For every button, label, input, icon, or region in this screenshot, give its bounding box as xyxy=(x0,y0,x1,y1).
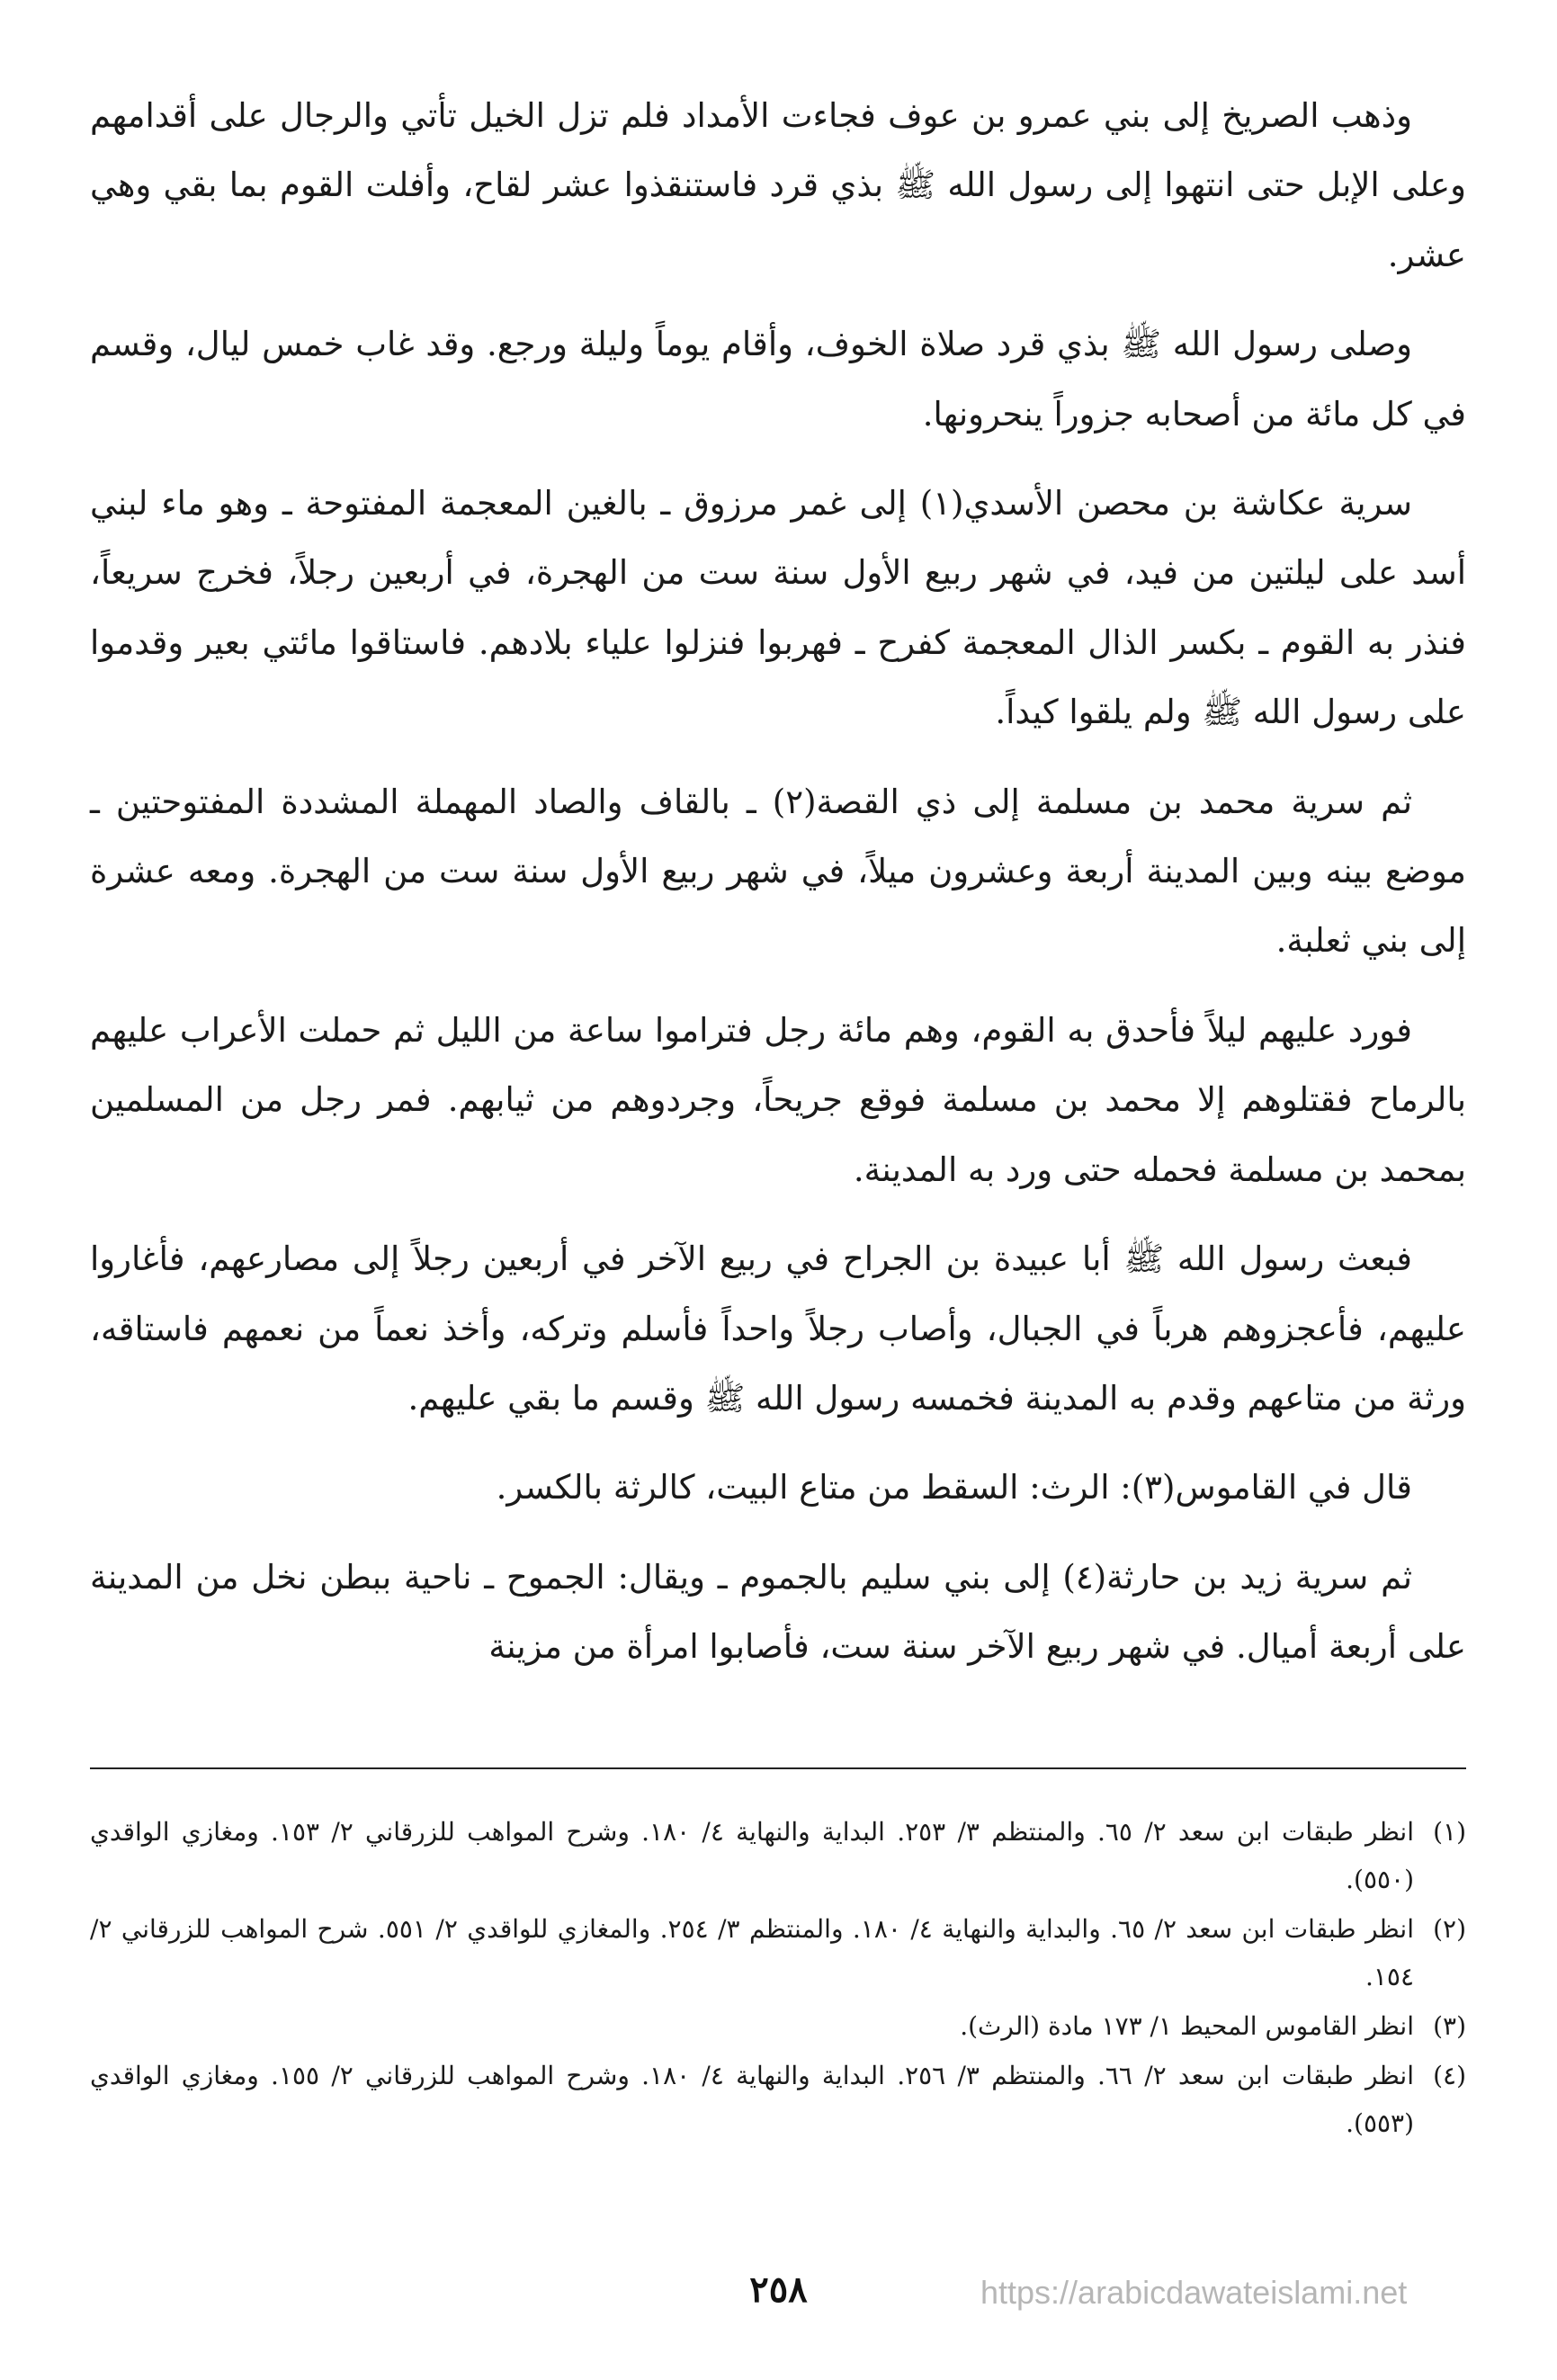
footnote-text: انظر طبقات ابن سعد ٢/ ٦٦. والمنتظم ٣/ ٢٥٦. البداية والنهاية ٤/ ١٨٠. وشرح المواهب للزرقاني ٢/ ١٥٥. ومغازي الواقدي (٥٥٣). xyxy=(90,2061,1415,2138)
footnote-2 xyxy=(90,1905,1466,2000)
body-paragraph-6: فبعث رسول الله ﷺ أبا عبيدة بن الجراح في ربيع الآخر في أربعين رجلاً إلى مصارعهم، فأغاروا عليهم، فأعجزوهم هرباً في الجبال، وأصاب رجلاً واحداً فأسلم وتركه، وأخذ نعماً من نعمهم فاستاقه، ورثة من متاعهم وقدم به المدينة فخمسه رسول الله ﷺ وقسم ما بقي عليهم. xyxy=(90,1239,1466,1418)
footnote-4 xyxy=(90,2052,1466,2147)
footnote-3 xyxy=(90,2002,1466,2050)
body-paragraph-3: سرية عكاشة بن محصن الأسدي(١) إلى غمر مرزوق ـ بالغين المعجمة المفتوحة ـ وهو ماء لبني أسد على ليلتين من فيد، في شهر ربيع الأول سنة ست من الهجرة، في أربعين رجلاً، فخرج سريعاً، فنذر به القوم ـ بكسر الذال المعجمة كفرح ـ فهربوا فنزلوا علياء بلادهم. فاستاقوا مائتي بعير وقدموا على رسول الله ﷺ ولم يلقوا كيداً. xyxy=(90,484,1466,732)
footnotes-section xyxy=(90,1808,1466,2149)
body-paragraph-7: قال في القاموس(٣): الرث: السقط من متاع البيت، كالرثة بالكسر. xyxy=(496,1468,1412,1508)
footnote-divider xyxy=(90,1767,1466,1769)
footnote-number: (٣) xyxy=(1433,2011,1466,2041)
main-text-body xyxy=(90,81,1466,1702)
body-paragraph-5: فورد عليهم ليلاً فأحدق به القوم، وهم مائة رجل فتراموا ساعة من الليل ثم حملت الأعراب عليهم بالرماح فقتلوهم إلا محمد بن مسلمة فوقع جريحاً، وجردوهم من ثيابهم. فمر رجل من المسلمين بمحمد بن مسلمة فحمله حتى ورد به المدينة. xyxy=(90,1010,1466,1189)
body-paragraph-8: ثم سرية زيد بن حارثة(٤) إلى بني سليم بالجموم ـ ويقال: الجموح ـ ناحية ببطن نخل من المدينة على أربعة أميال. في شهر ربيع الآخر سنة ست، فأصابوا امرأة من مزينة xyxy=(90,1557,1466,1667)
body-paragraph-1: وذهب الصريخ إلى بني عمرو بن عوف فجاءت الأمداد فلم تزل الخيل تأتي والرجال على أقدامهم وعلى الإبل حتى انتهوا إلى رسول الله ﷺ بذي قرد فاستنقذوا عشر لقاح، وأفلت القوم بما بقي وهي عشر. xyxy=(90,96,1466,274)
footnote-1 xyxy=(90,1808,1466,1903)
footnote-text: انظر طبقات ابن سعد ٢/ ٦٥. والبداية والنهاية ٤/ ١٨٠. والمنتظم ٣/ ٢٥٤. والمغازي للواقدي ٢/ ٥٥١. شرح المواهب للزرقاني ٢/ ١٥٤. xyxy=(90,1914,1414,1991)
footnote-number: (١) xyxy=(1433,1817,1466,1847)
footnote-number: (٤) xyxy=(1433,2061,1466,2090)
body-paragraph-2: وصلى رسول الله ﷺ بذي قرد صلاة الخوف، وأقام يوماً وليلة ورجع. وقد غاب خمس ليال، وقسم في كل مائة من أصحابه جزوراً ينحرونها. xyxy=(90,325,1466,434)
footnote-number: (٢) xyxy=(1433,1914,1466,1944)
source-watermark: https://arabicdawateislami.net xyxy=(980,2274,1408,2311)
page-number: ٢٥٨ xyxy=(749,2268,808,2311)
footnote-text: انظر طبقات ابن سعد ٢/ ٦٥. والمنتظم ٣/ ٢٥٣. البداية والنهاية ٤/ ١٨٠. وشرح المواهب للزرقاني ٢/ ١٥٣. ومغازي الواقدي (٥٥٠). xyxy=(90,1817,1415,1894)
footnote-text: انظر القاموس المحيط ١/ ١٧٣ مادة (الرث). xyxy=(960,2011,1414,2041)
body-paragraph-4: ثم سرية محمد بن مسلمة إلى ذي القصة(٢) ـ بالقاف والصاد المهملة المشددة المفتوحتين ـ موضع بينه وبين المدينة أربعة وعشرون ميلاً، في شهر ربيع الأول سنة ست من الهجرة. ومعه عشرة إلى بني ثعلبة. xyxy=(90,782,1466,961)
